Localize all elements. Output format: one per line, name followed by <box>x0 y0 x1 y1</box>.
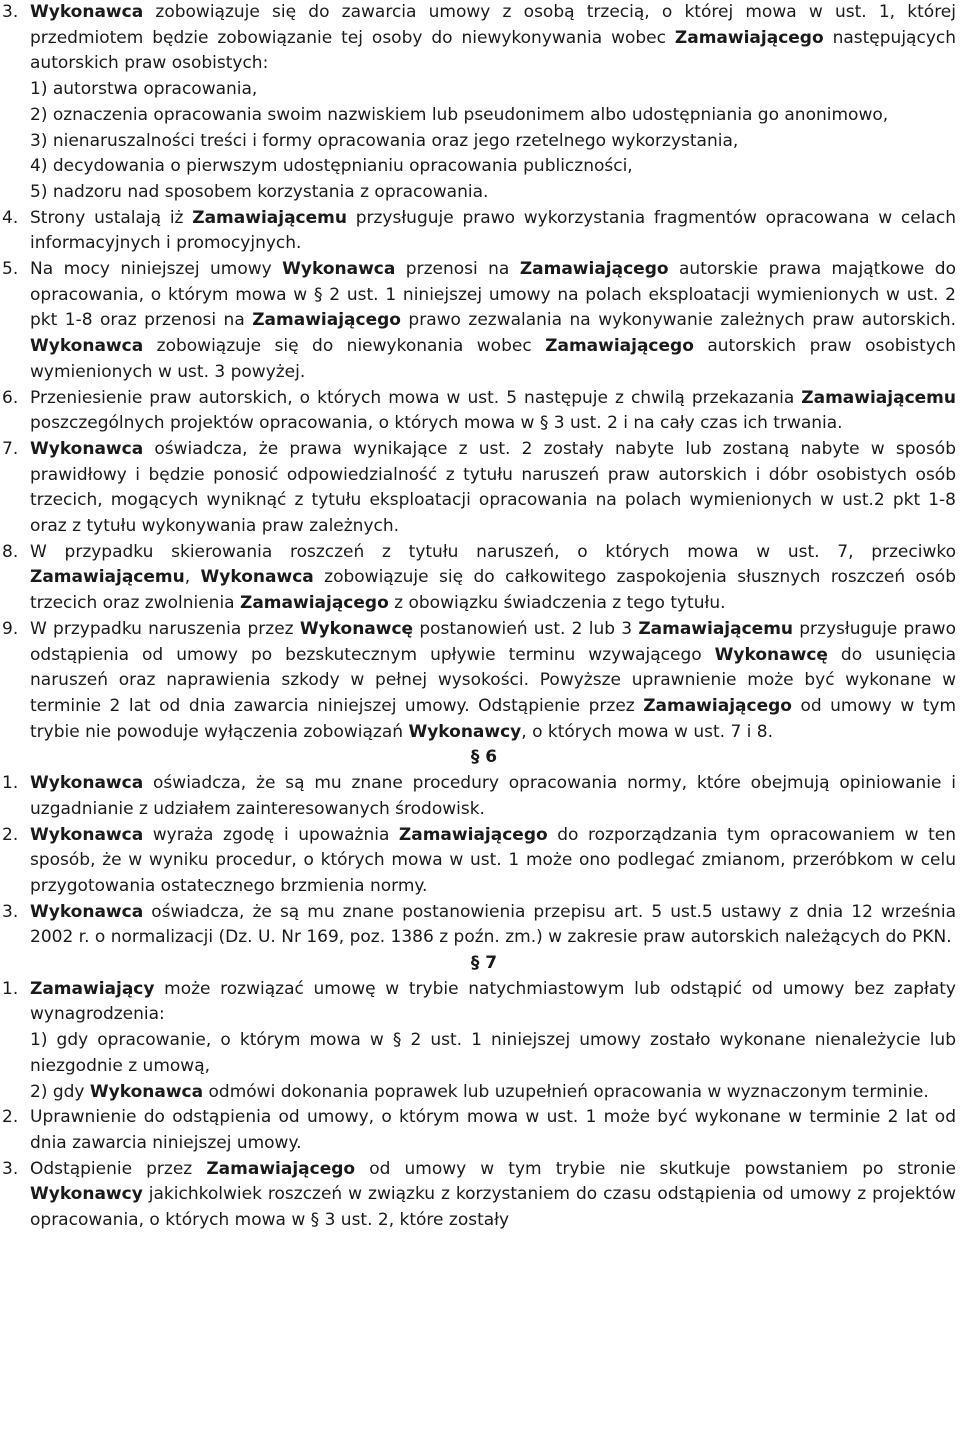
paragraph <box>2 1157 956 1234</box>
text-run: postanowień ust. 2 lub 3 <box>413 618 639 639</box>
bold-term: Wykonawca <box>89 1081 204 1102</box>
paragraph-text <box>30 386 956 437</box>
text-run: odmówi dokonania poprawek lub uzupełnień opracowania w wyznaczonym terminie. <box>203 1081 929 1102</box>
text-run: 1) gdy opracowanie, o którym mowa w § 2 ust. 1 niniejszej umowy zostało wykonane nienależycie lub niezgodnie z umową, <box>30 1030 956 1076</box>
text-run: , <box>184 567 201 588</box>
paragraph-number: 1. <box>2 978 19 999</box>
paragraph-text <box>30 771 956 822</box>
paragraph-text <box>30 257 956 386</box>
paragraph <box>2 437 956 540</box>
text-run: autorskich praw osobistych wymienionych w ust. 3 powyżej. <box>30 336 957 382</box>
text-run: jakichkolwiek roszczeń w związku z korzystaniem do czasu odstąpienia od umowy z projektów opracowania, o których mowa w § 3 ust. 2, które zostały <box>30 1184 956 1231</box>
list-item <box>30 1028 956 1079</box>
paragraph-number: 6. <box>2 387 19 408</box>
bold-term: Zamawiającego <box>240 593 389 614</box>
paragraph-lead <box>30 542 956 613</box>
bold-term: Zamawiającego <box>519 259 669 280</box>
paragraph-text <box>30 0 956 206</box>
text-run: oświadcza, że są mu znane postanowienia przepisu art. 5 ust.5 ustawy z dnia 12 września 2002 r. o normalizacji (Dz. U. Nr 169, poz. 1386 z poźn. zm.) w zakresie praw autorskich należących do PKN. <box>30 901 956 948</box>
paragraph-text <box>30 1157 956 1234</box>
list-item: 4) decydowania o pierwszym udostępnianiu opracowania publiczności, <box>30 156 633 177</box>
text-run: oświadcza, że są mu znane procedury opracowania normy, które obejmują opiniowanie i uzgadnianie z udziałem zainteresowanych środowisk. <box>30 773 956 819</box>
text-run: W przypadku skierowania roszczeń z tytułu naruszeń, o których mowa w ust. 7, przeciwko <box>30 541 956 562</box>
text-run: autorskie prawa majątkowe do opracowania, o którym mowa w § 2 ust. 1 niniejszej umowy na polach eksploatacji wymienionych w ust. 2 pkt 1-8 oraz przenosi na <box>30 259 956 331</box>
paragraph-lead <box>30 902 956 948</box>
bold-term: Zamawiającemu <box>638 618 794 639</box>
paragraph-lead <box>30 619 956 742</box>
bold-term: Wykonawca <box>30 336 144 357</box>
bold-term: Wykonawcę <box>714 644 828 665</box>
bold-term: Zamawiającemu <box>30 567 185 588</box>
bold-term: Wykonawca <box>30 438 144 459</box>
bold-term: Zamawiającego <box>252 310 401 331</box>
paragraph-number: 7. <box>2 438 19 459</box>
paragraph <box>2 257 956 386</box>
text-run: zobowiązuje się do zawarcia umowy z osobą trzecią, o której mowa w ust. 1, której przedmiotem będzie zobowiązanie tej osoby do niewykonywania wobec <box>30 2 956 48</box>
bold-term: Wykonawcy <box>30 1184 143 1205</box>
paragraph-number: 4. <box>2 207 19 228</box>
text-run: przysługuje prawo odstąpienia od umowy po bezskutecznym upływie terminu wzywającego <box>30 618 956 665</box>
paragraph-number: 9. <box>2 618 19 639</box>
list-item: 1) autorstwa opracowania, <box>30 79 258 100</box>
paragraph-text <box>30 1105 956 1156</box>
paragraph-number: 3. <box>2 1158 19 1179</box>
bold-term: Zamawiającemu <box>192 207 347 228</box>
text-run: zobowiązuje się do niewykonania wobec <box>143 336 546 357</box>
bold-term: Zamawiającemu <box>801 387 956 408</box>
bold-term: Wykonawca <box>200 567 314 588</box>
text-run: od umowy w tym trybie nie powoduje wyłączenia zobowiązań <box>30 695 956 742</box>
paragraph-number: 2. <box>2 1107 19 1128</box>
paragraph-lead <box>30 259 956 382</box>
text-run: Uprawnienie do odstąpienia od umowy, o którym mowa w ust. 1 może być wykonane w terminie 2 lat od dnia zawarcia niniejszej umowy. <box>30 1107 956 1153</box>
text-run: do usunięcia naruszeń oraz naprawienia szkody w pełnej wysokości. Powyższe uprawnienie może być wykonane w terminie 2 lat od dnia zawarcia niniejszej umowy. Odstąpienie przez <box>30 644 956 716</box>
paragraph-lead <box>30 388 956 434</box>
paragraph-number: 3. <box>2 901 19 922</box>
paragraph-text <box>30 437 956 540</box>
paragraph <box>2 977 956 1106</box>
paragraph-text <box>30 823 956 900</box>
paragraph-text <box>30 977 956 1106</box>
paragraph-lead <box>30 2 956 73</box>
paragraph-text <box>30 900 956 951</box>
paragraph <box>2 0 956 206</box>
paragraph-lead <box>30 773 956 819</box>
text-run: zobowiązuje się do całkowitego zaspokojenia słusznych roszczeń osób trzecich oraz zwolnienia <box>30 567 957 614</box>
list-item: 3) nienaruszalności treści i formy opracowania oraz jego rzetelnego wykorzystania, <box>30 130 739 151</box>
text-run: wyraża zgodę i upoważnia <box>143 824 399 845</box>
bold-term: Zamawiającego <box>398 824 548 845</box>
list-item <box>30 1080 956 1106</box>
paragraph-text <box>30 206 956 257</box>
text-run: od umowy w tym trybie nie skutkuje powstaniem po stronie <box>355 1158 957 1179</box>
paragraph-number: 3. <box>2 2 19 22</box>
text-run: może rozwiązać umowę w trybie natychmiastowym lub odstąpić od umowy bez zapłaty wynagrodzenia: <box>30 978 956 1025</box>
text-run: przysługuje prawo wykorzystania fragmentów opracowana w celach informacyjnych i promocyjnych. <box>30 207 956 254</box>
text-run: prawo zezwalania na wykonywanie zależnych praw autorskich. <box>400 310 956 331</box>
bold-term: Wykonawcę <box>299 618 414 639</box>
paragraph <box>2 386 956 437</box>
paragraph-number: 1. <box>2 773 19 794</box>
paragraph-number: 2. <box>2 824 19 845</box>
paragraph-text <box>30 617 956 746</box>
bold-term: Wykonawca <box>30 901 144 922</box>
bold-term: Zamawiającego <box>643 695 792 716</box>
text-run: z obowiązku świadczenia z tego tytułu. <box>388 593 726 614</box>
bold-term: Zamawiającego <box>674 27 824 48</box>
text-run: Odstąpienie przez <box>30 1158 207 1179</box>
text-run: do rozporządzania tym opracowaniem w ten sposób, że w wyniku procedur, o których mowa w ust. 1 może ono podlegać zmianom, przeróbkom w celu przygotowania ostatecznego brzmienia normy. <box>30 824 956 896</box>
text-run: oświadcza, że prawa wynikające z ust. 2 zostały nabyte lub zostaną nabyte w sposób prawidłowy i będzie ponosić odpowiedzialność z tytułu naruszeń praw autorskich i dóbr osobistych osób trzecich, mogących wyniknąć z tytułu eksploatacji opracowania na polach wymienionych w ust.2 pkt 1-8 oraz z tytułu wykonywania praw zależnych. <box>30 438 956 537</box>
paragraph-text <box>30 540 956 617</box>
paragraph <box>2 900 956 951</box>
paragraph-lead <box>30 1159 956 1230</box>
paragraph <box>2 823 956 900</box>
paragraph-lead <box>30 825 956 896</box>
bold-term: Zamawiającego <box>206 1158 356 1179</box>
paragraph <box>2 617 956 746</box>
list-item: 2) oznaczenia opracowania swoim nazwiskiem lub pseudonimem albo udostępniania go anonimowo, <box>30 104 889 125</box>
text-run: , o których mowa w ust. 7 i 8. <box>521 721 774 742</box>
paragraph-number: 5. <box>2 259 19 280</box>
text-run: poszczególnych projektów opracowania, o których mowa w § 3 ust. 2 i na cały czas ich trwania. <box>30 413 843 434</box>
bold-term: Wykonawca <box>30 824 144 845</box>
text-run: Na mocy niniejszej umowy <box>30 259 283 280</box>
section-heading: § 7 <box>470 953 498 974</box>
paragraph <box>2 206 956 257</box>
paragraph <box>2 1105 956 1156</box>
bold-term: Zamawiający <box>30 978 155 999</box>
text-run: Strony ustalają iż <box>30 207 193 228</box>
bold-term: Wykonawca <box>30 773 144 794</box>
text-run: 2) gdy <box>30 1081 90 1102</box>
list-item: 5) nadzoru nad sposobem korzystania z opracowania. <box>30 181 489 202</box>
paragraph-lead <box>30 1107 956 1153</box>
bold-term: Wykonawcy <box>408 721 522 742</box>
text-run: przenosi na <box>395 259 520 280</box>
bold-term: Zamawiającego <box>545 336 694 357</box>
paragraph <box>2 771 956 822</box>
paragraph-number: 8. <box>2 541 19 562</box>
bold-term: Wykonawca <box>282 259 396 280</box>
paragraph <box>2 540 956 617</box>
text-run: następujących autorskich praw osobistych: <box>30 27 957 74</box>
text-run: Przeniesienie praw autorskich, o których mowa w ust. 5 następuje z chwilą przekazania <box>30 387 802 408</box>
paragraph-lead <box>30 208 956 254</box>
paragraph-lead <box>30 439 956 536</box>
text-run: W przypadku naruszenia przez <box>30 618 300 639</box>
bold-term: Wykonawca <box>30 2 144 22</box>
section-heading: § 6 <box>470 747 498 768</box>
paragraph-lead <box>30 979 956 1025</box>
